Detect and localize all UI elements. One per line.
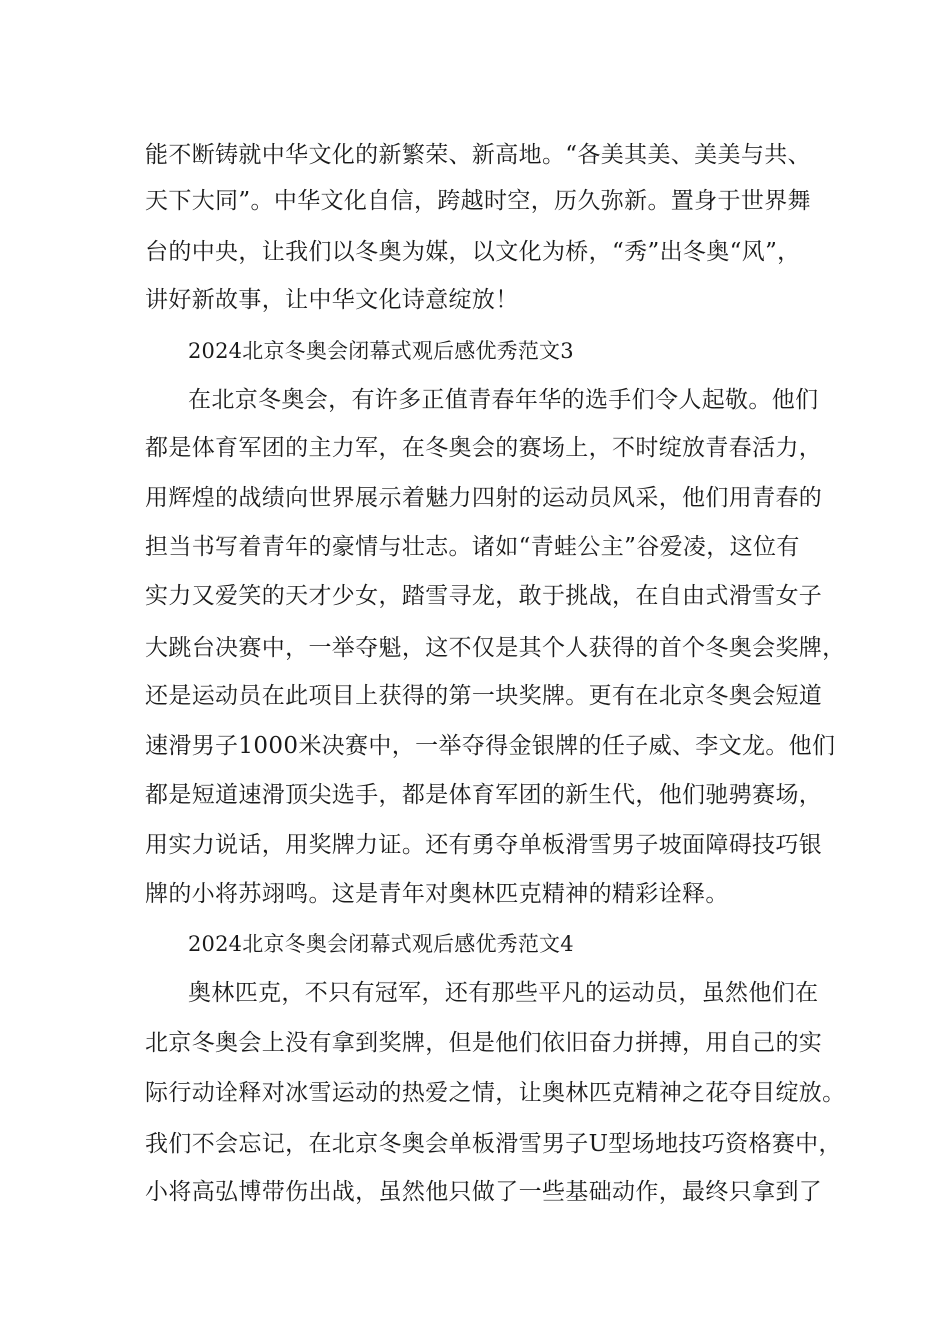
text-line: 都是体育军团的主力军，在冬奥会的赛场上，不时绽放青春活力， xyxy=(145,435,823,461)
text-line: 用辉煌的战绩向世界展示着魅力四射的运动员风采，他们用青春的 xyxy=(145,485,823,511)
paragraph-first-line: 在北京冬奥会，有许多正值青春年华的选手们令人起敬。他们 xyxy=(188,387,819,413)
text-line: 北京冬奥会上没有拿到奖牌，但是他们依旧奋力拼搏，用自己的实 xyxy=(145,1030,823,1056)
text-line: 际行动诠释对冰雪运动的热爱之情，让奥林匹克精神之花夺目绽放。 xyxy=(145,1080,846,1106)
text-line: 小将高弘博带伤出战，虽然他只做了一些基础动作，最终只拿到了 xyxy=(145,1179,823,1205)
section-heading: 2024北京冬奥会闭幕式观后感优秀范文3 xyxy=(188,339,574,363)
text-line: 能不断铸就中华文化的新繁荣、新高地。“各美其美、美美与共、 xyxy=(145,142,811,168)
text-line: 天下大同”。中华文化自信，跨越时空，历久弥新。置身于世界舞 xyxy=(145,188,811,214)
text-line: 牌的小将苏翊鸣。这是青年对奥林匹克精神的精彩诠释。 xyxy=(145,881,729,907)
text-line: 担当书写着青年的豪情与壮志。诸如“青蛙公主”谷爱凌，这位有 xyxy=(145,534,800,560)
text-line: 实力又爱笑的天才少女，踏雪寻龙，敢于挑战，在自由式滑雪女子 xyxy=(145,583,823,609)
text-line: 都是短道速滑顶尖选手，都是体育军团的新生代，他们驰骋赛场， xyxy=(145,782,823,808)
text-line: 台的中央，让我们以冬奥为媒，以文化为桥，“秀”出冬奥“风”， xyxy=(145,239,801,265)
paragraph-first-line: 奥林匹克，不只有冠军，还有那些平凡的运动员，虽然他们在 xyxy=(188,980,819,1006)
text-line: 大跳台决赛中，一举夺魁，这不仅是其个人获得的首个冬奥会奖牌， xyxy=(145,635,846,661)
text-line: 还是运动员在此项目上获得的第一块奖牌。更有在北京冬奥会短道 xyxy=(145,683,823,709)
text-line: 速滑男子1000米决赛中，一举夺得金银牌的任子威、李文龙。他们 xyxy=(145,733,836,759)
text-line: 我们不会忘记，在北京冬奥会单板滑雪男子U型场地技巧资格赛中， xyxy=(145,1131,842,1157)
section-heading: 2024北京冬奥会闭幕式观后感优秀范文4 xyxy=(188,932,574,956)
text-line: 用实力说话，用奖牌力证。还有勇夺单板滑雪男子坡面障碍技巧银 xyxy=(145,832,823,858)
text-line: 讲好新故事，让中华文化诗意绽放！ xyxy=(145,287,519,313)
